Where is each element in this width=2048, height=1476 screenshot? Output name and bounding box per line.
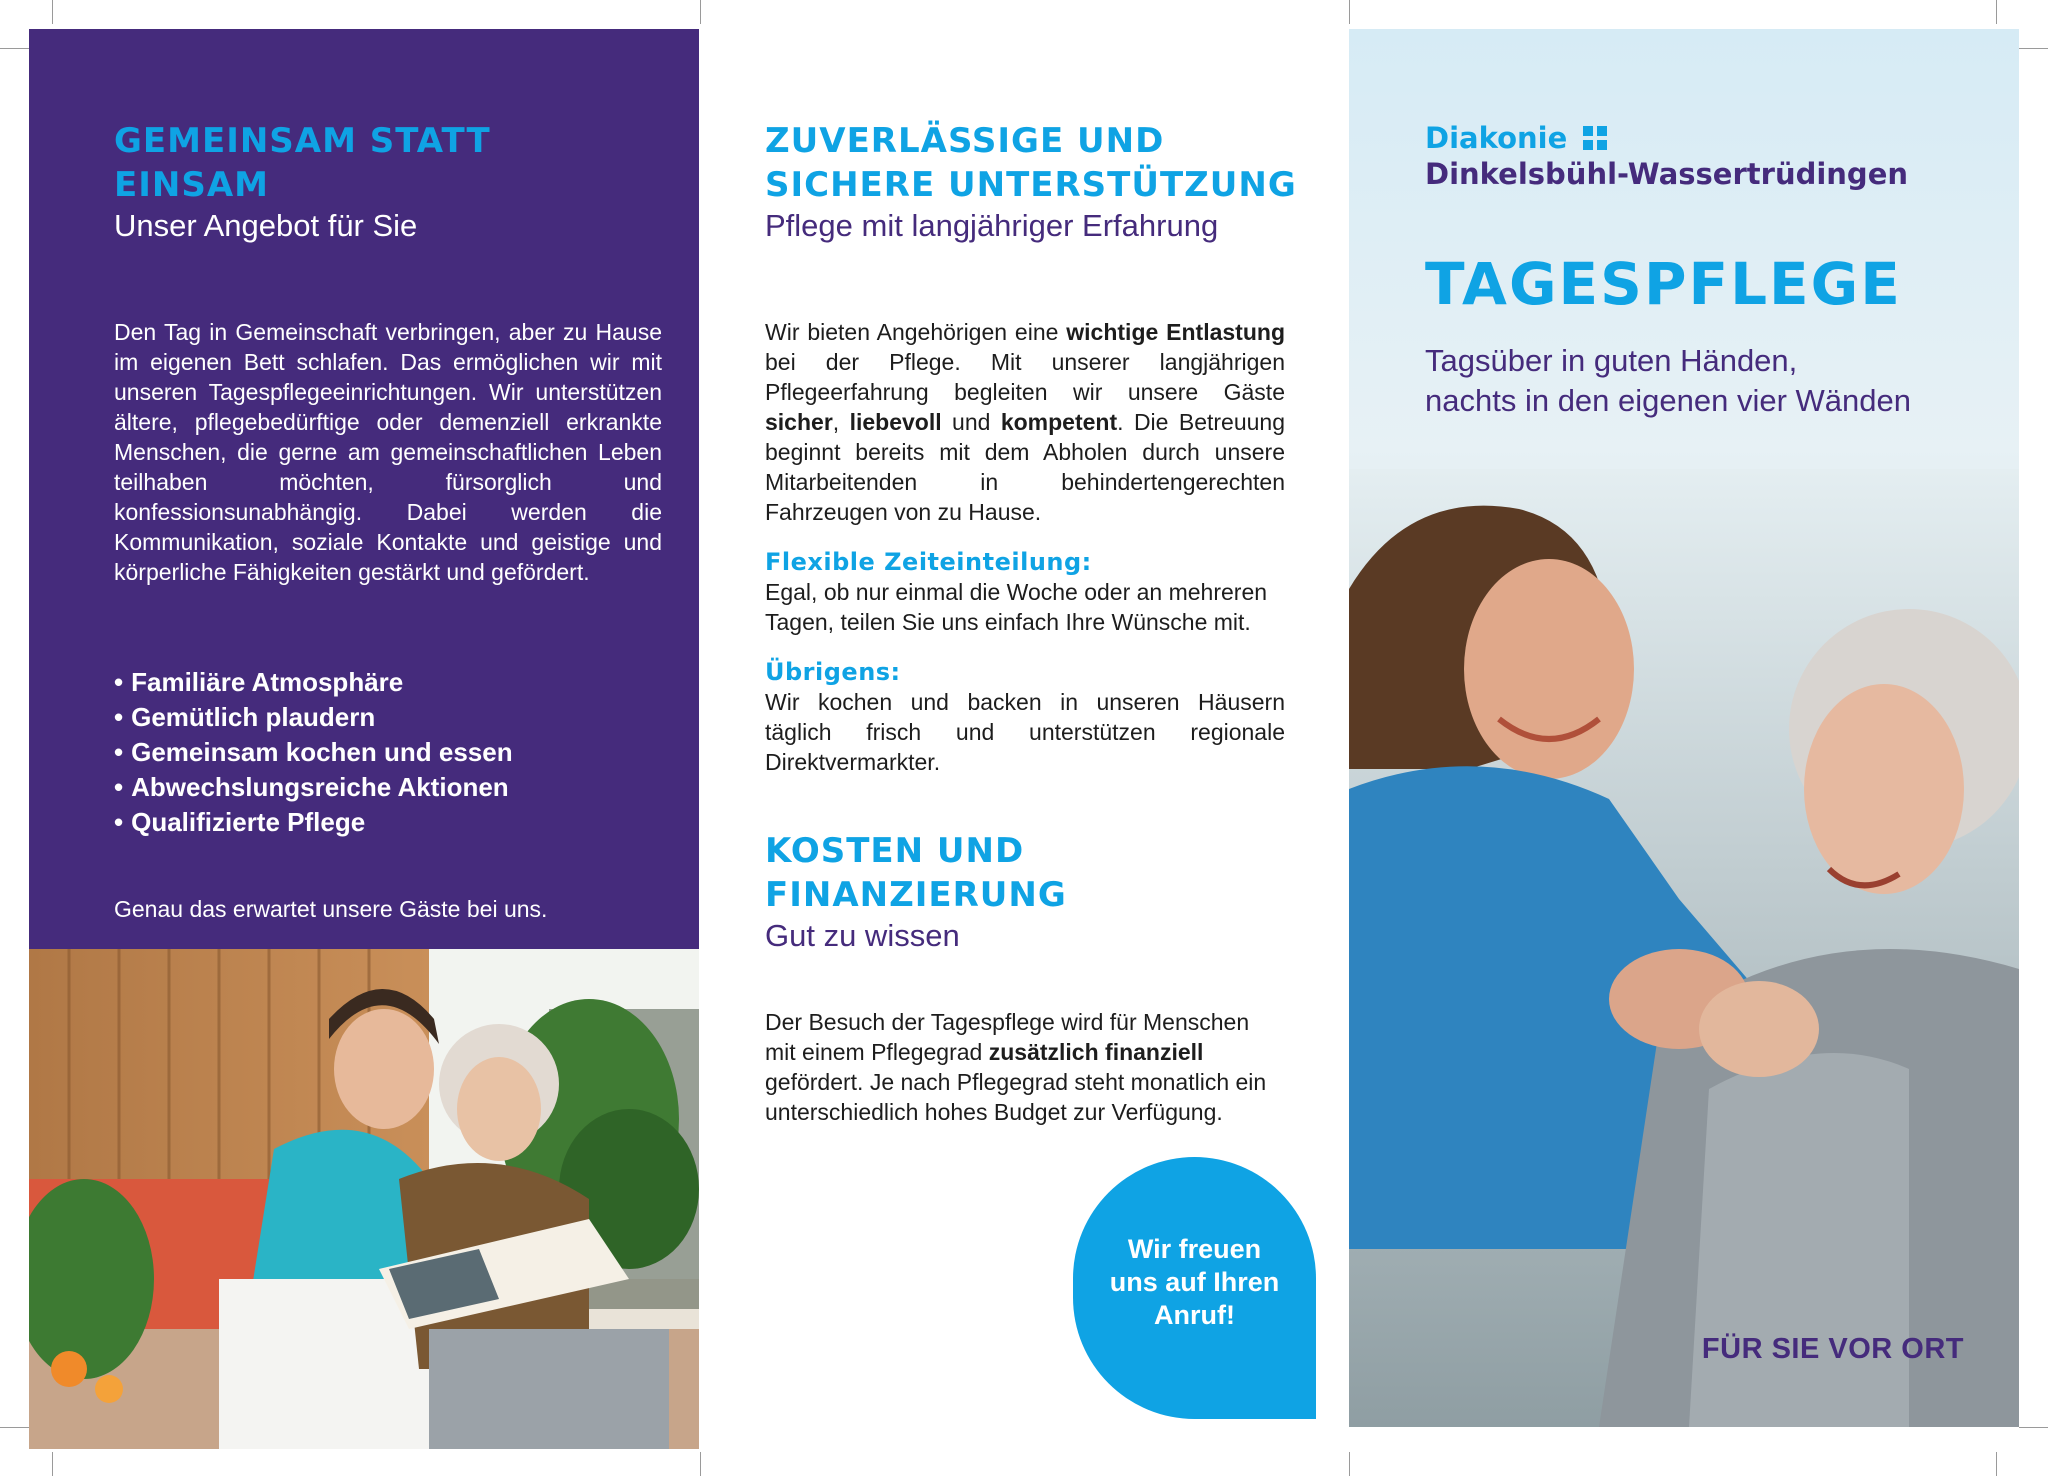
diakonie-cross-icon — [1583, 126, 1607, 150]
cost-heading-line1: KOSTEN UND — [765, 831, 1025, 871]
middle-subheading: Pflege mit langjähriger Erfahrung — [765, 208, 1219, 243]
call-bubble — [1073, 1157, 1316, 1419]
cost-paragraph: Der Besuch der Tagespflege wird für Menschen mit einem Pflegegrad zusätzlich finanziell gefördert. Je nach Pflegegrad steht monatlich ein unterschiedlich hohes Budget zur Verfügung. — [765, 1009, 1267, 1125]
list-item: • Qualifizierte Pflege — [114, 805, 674, 840]
list-item: • Familiäre Atmosphäre — [114, 665, 674, 700]
left-heading-line2: EINSAM — [114, 165, 269, 205]
middle-heading-line1: ZUVERLÄSSIGE UND — [765, 121, 1165, 161]
brand-region: Dinkelsbühl-Wassertrüdingen — [1425, 157, 1909, 191]
cover-tagline: Tagsüber in guten Händen, nachts in den eigenen vier Wänden — [1425, 343, 1911, 418]
crop-mark — [52, 0, 53, 24]
crop-mark — [1349, 0, 1350, 24]
crop-mark — [1996, 0, 1997, 24]
left-subheading: Unser Angebot für Sie — [114, 208, 418, 243]
call-bubble-text: Wir freuen uns auf Ihren Anruf! — [1109, 1234, 1280, 1330]
feature-list — [114, 665, 674, 840]
cover-footer: FÜR SIE VOR ORT — [1701, 1333, 1964, 1365]
list-item: • Abwechslungsreiche Aktionen — [114, 770, 674, 805]
misc-text: Wir kochen und backen in unseren Häusern täglich frisch und unterstützen regionale Direktvermarkter. — [765, 689, 1285, 775]
middle-heading — [765, 119, 1325, 207]
crop-mark — [1349, 1452, 1350, 1476]
crop-mark — [2019, 48, 2048, 49]
left-heading-line1: GEMEINSAM STATT — [114, 121, 491, 161]
middle-heading-line2: SICHERE UNTERSTÜTZUNG — [765, 165, 1297, 205]
caregiver-senior-photo — [1349, 469, 2019, 1427]
crop-mark — [1996, 1452, 1997, 1476]
cover-title: TAGESPFLEGE — [1425, 250, 1902, 318]
cost-heading — [765, 829, 1325, 917]
crop-mark — [0, 1427, 29, 1428]
crop-mark — [2019, 1427, 2048, 1428]
crop-mark — [52, 1452, 53, 1476]
brand-name: Diakonie — [1425, 121, 1568, 155]
left-closing-text: Genau das erwartet unsere Gäste bei uns. — [114, 896, 548, 922]
flexible-timing-heading: Flexible Zeiteinteilung: — [765, 548, 1092, 576]
brand-logo — [1425, 121, 1607, 155]
crop-mark — [700, 1452, 701, 1476]
left-panel — [29, 29, 699, 949]
middle-panel — [700, 29, 1349, 1427]
caregiver-reading-photo — [29, 949, 699, 1449]
misc-heading: Übrigens: — [765, 658, 901, 686]
flexible-timing-text: Egal, ob nur einmal die Woche oder an mehreren Tagen, teilen Sie uns einfach Ihre Wünsche mit. — [765, 579, 1268, 635]
left-body-text: Den Tag in Gemeinschaft verbringen, aber zu Hause im eigenen Bett schlafen. Das ermöglichen wir mit unseren Tagespflegeeinrichtungen. Wir unterstützen ältere, pflegebedürftige oder demenziell erkrankte Menschen, die gerne am gemeinschaftlichen Leben teilhaben möchten, fürsorglich und konfessionsunabhängig. Dabei werden die Kommunikation, soziale Kontakte und geistige und körperliche Fähigkeiten gestärkt und gefördert. — [114, 319, 662, 585]
list-item: • Gemeinsam kochen und essen — [114, 735, 674, 770]
left-heading — [114, 119, 654, 207]
crop-mark — [0, 48, 29, 49]
intro-paragraph: Wir bieten Angehörigen eine wichtige Entlastung bei der Pflege. Mit unserer langjährigen Pflegeerfahrung begleiten wir unsere Gäste sicher, liebevoll und kompetent. Die Betreuung beginnt bereits mit dem Abholen durch unsere Mitarbeitenden in behindertengerechten Fahrzeugen von zu Hause. — [765, 319, 1286, 525]
cost-subheading: Gut zu wissen — [765, 918, 960, 953]
list-item: • Gemütlich plaudern — [114, 700, 674, 735]
crop-mark — [700, 0, 701, 24]
cost-heading-line2: FINANZIERUNG — [765, 875, 1067, 915]
cover-panel — [1349, 29, 2019, 1427]
